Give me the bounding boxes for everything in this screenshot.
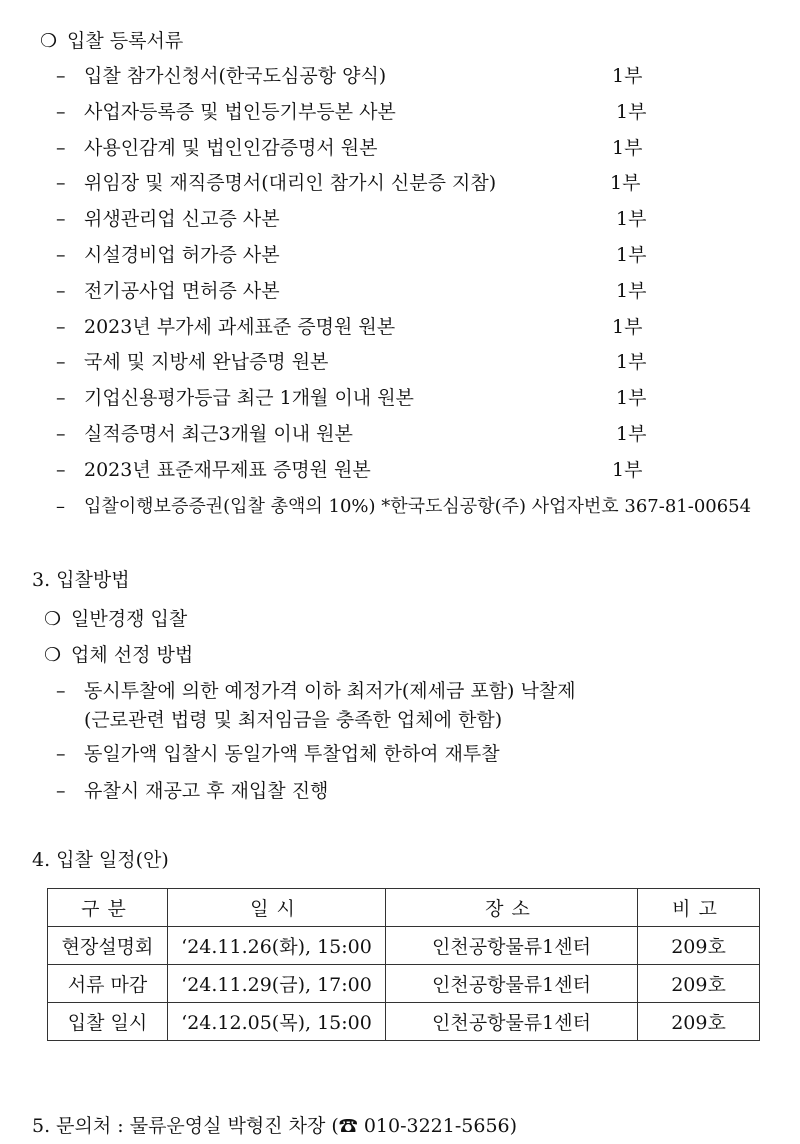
list-item [56, 277, 280, 305]
list-item [56, 98, 396, 126]
schedule-table [47, 888, 760, 1041]
dash-icon: – [56, 172, 66, 194]
method-item-3 [56, 777, 328, 805]
circle-bullet-icon: ❍ [44, 608, 62, 630]
dash-icon: – [56, 137, 66, 159]
dash-icon: – [56, 780, 66, 802]
table-cell: 209호 [638, 1003, 760, 1041]
list-item-count: 1부 [612, 316, 643, 338]
list-item [56, 456, 371, 484]
docs-heading-text: 입찰 등록서류 [67, 30, 184, 52]
method-sub2-text: 업체 선정 방법 [71, 644, 194, 666]
list-item-text: 사용인감계 및 법인인감증명서 원본 [84, 137, 378, 159]
contact-line: 5. 문의처 : 물류운영실 박형진 차장 (☎ 010-3221-5656) [32, 1115, 518, 1137]
dash-icon: – [56, 459, 66, 481]
list-item [56, 384, 414, 412]
table-cell: 인천공항물류1센터 [386, 927, 638, 965]
dash-icon: – [56, 65, 66, 87]
method-sub1-text: 일반경쟁 입찰 [71, 608, 188, 630]
list-item [56, 313, 395, 341]
list-item-text: 기업신용평가등급 최근 1개월 이내 원본 [84, 387, 414, 409]
dash-icon: – [56, 316, 66, 338]
list-item-count: 1부 [616, 244, 647, 266]
list-item-text: 위임장 및 재직증명서(대리인 참가시 신분증 지참) [84, 172, 497, 194]
table-row [48, 965, 760, 1003]
method-item-1 [56, 677, 576, 705]
list-item [56, 169, 496, 197]
header-note: 비고 [638, 889, 760, 927]
dash-icon: – [56, 101, 66, 123]
table-cell: ‘24.11.29(금), 17:00 [168, 965, 386, 1003]
list-item-count: 1부 [616, 280, 647, 302]
dash-icon: – [56, 280, 66, 302]
table-cell: ‘24.12.05(목), 15:00 [168, 1003, 386, 1041]
list-item [56, 134, 377, 162]
list-item-count: 1부 [616, 208, 647, 230]
table-cell: 서류 마감 [48, 965, 168, 1003]
header-datetime: 일시 [168, 889, 386, 927]
list-item-count: 1부 [616, 101, 647, 123]
method-heading: 3. 입찰방법 [32, 569, 130, 591]
dash-icon: – [56, 680, 66, 702]
circle-bullet-icon: ❍ [44, 644, 62, 666]
list-item-count: 1부 [610, 172, 641, 194]
dash-icon: – [56, 496, 65, 517]
list-item-text: 전기공사업 면허증 사본 [84, 280, 280, 302]
dash-icon: – [56, 208, 66, 230]
schedule-header-row [48, 889, 760, 927]
docs-last-item [56, 493, 751, 521]
docs-heading [40, 27, 183, 55]
method-item-3-text: 유찰시 재공고 후 재입찰 진행 [84, 780, 329, 802]
method-sub2 [44, 641, 193, 669]
list-item-text: 시설경비업 허가증 사본 [84, 244, 280, 266]
method-item-2 [56, 740, 500, 768]
dash-icon: – [56, 351, 66, 373]
list-item [56, 241, 280, 269]
list-item-count: 1부 [612, 459, 643, 481]
table-cell: 인천공항물류1센터 [386, 965, 638, 1003]
dash-icon: – [56, 244, 66, 266]
list-item-text: 실적증명서 최근3개월 이내 원본 [84, 423, 353, 445]
list-item-text: 입찰 참가신청서(한국도심공항 양식) [84, 65, 387, 87]
list-item [56, 62, 386, 90]
list-item-text: 위생관리업 신고증 사본 [84, 208, 280, 230]
method-item-1-cont: (근로관련 법령 및 최저임금을 충족한 업체에 한함) [84, 709, 503, 731]
table-cell: 인천공항물류1센터 [386, 1003, 638, 1041]
method-sub1 [44, 605, 187, 633]
list-item [56, 205, 280, 233]
list-item [56, 348, 328, 376]
dash-icon: – [56, 743, 66, 765]
list-item-text: 사업자등록증 및 법인등기부등본 사본 [84, 101, 396, 123]
dash-icon: – [56, 387, 66, 409]
table-cell: ‘24.11.26(화), 15:00 [168, 927, 386, 965]
list-item-count: 1부 [616, 351, 647, 373]
list-item-count: 1부 [612, 137, 643, 159]
list-item-count: 1부 [616, 387, 647, 409]
header-category: 구분 [48, 889, 168, 927]
method-item-1-text: 동시투찰에 의한 예정가격 이하 최저가(제세금 포함) 낙찰제 [84, 680, 576, 702]
table-cell: 현장설명회 [48, 927, 168, 965]
method-item-2-text: 동일가액 입찰시 동일가액 투찰업체 한하여 재투찰 [84, 743, 500, 765]
list-item-text: 국세 및 지방세 완납증명 원본 [84, 351, 329, 373]
list-item [56, 420, 353, 448]
circle-bullet-icon: ❍ [40, 30, 58, 52]
list-item-count: 1부 [616, 423, 647, 445]
docs-last-item-text: 입찰이행보증증권(입찰 총액의 10%) *한국도심공항(주) 사업자번호 367-81-00654 [84, 496, 752, 517]
table-cell: 209호 [638, 965, 760, 1003]
list-item-text: 2023년 부가세 과세표준 증명원 원본 [84, 316, 396, 338]
table-cell: 입찰 일시 [48, 1003, 168, 1041]
table-cell: 209호 [638, 927, 760, 965]
header-location: 장소 [386, 889, 638, 927]
table-row [48, 1003, 760, 1041]
table-row [48, 927, 760, 965]
list-item-count: 1부 [612, 65, 643, 87]
list-item-text: 2023년 표준재무제표 증명원 원본 [84, 459, 371, 481]
dash-icon: – [56, 423, 66, 445]
schedule-heading: 4. 입찰 일정(안) [32, 849, 169, 871]
